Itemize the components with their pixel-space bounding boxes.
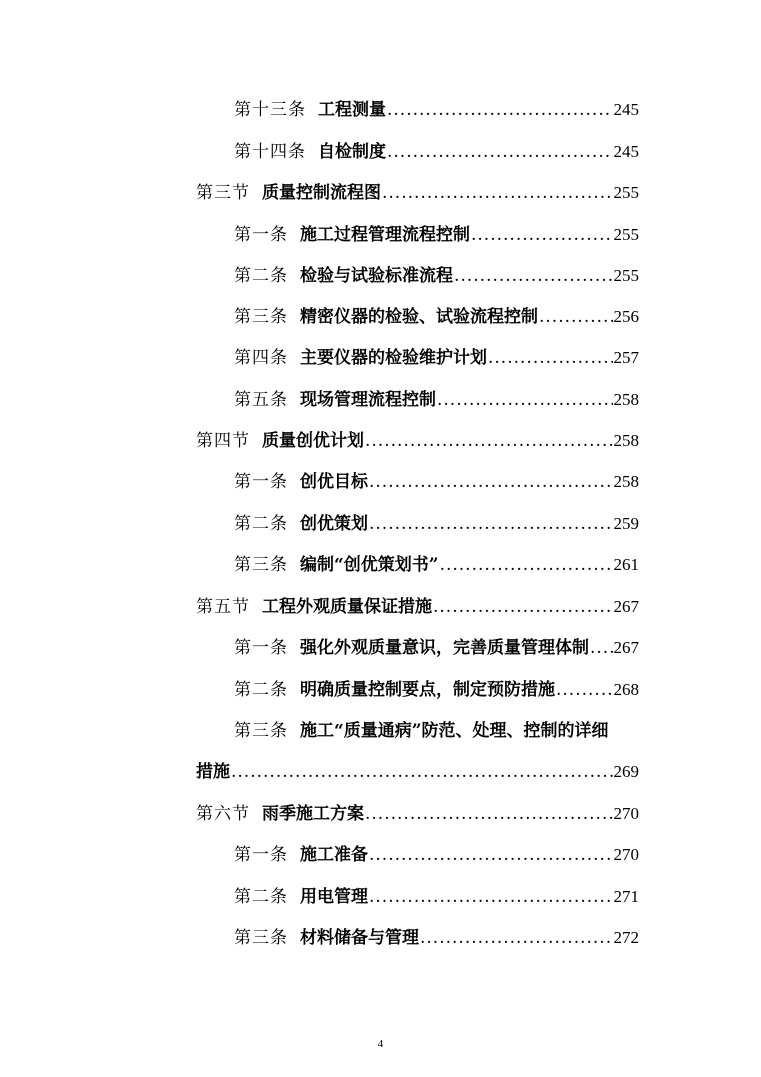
toc-entry-number: 第二条 [234,514,288,534]
dot-leader [382,178,613,208]
toc-entry-title: 工程外观质量保证措施 [262,597,432,617]
toc-entry[interactable] [196,592,639,622]
toc-entry-number: 第一条 [234,638,288,658]
toc-entry[interactable] [196,178,639,208]
toc-entry-title: 现场管理流程控制 [300,390,436,410]
dot-leader [365,426,613,456]
toc-entry-page: 269 [613,762,639,781]
toc-entry-page: 258 [613,431,639,450]
dot-leader [387,95,613,125]
toc-entry-page: 267 [613,638,639,657]
toc-entry[interactable] [234,633,639,663]
toc-entry[interactable] [234,137,639,167]
toc-entry[interactable] [234,509,639,539]
toc-entry[interactable] [234,302,639,332]
toc-entry-number: 第一条 [234,845,288,865]
dot-leader [556,675,613,705]
dot-leader [433,592,613,622]
dot-leader [454,261,613,291]
toc-entry-number: 第二条 [234,266,288,286]
toc-entry[interactable] [234,343,639,373]
toc-entry-number: 第三节 [196,183,250,203]
toc-entry-number: 第一条 [234,472,288,492]
dot-leader [231,757,613,787]
toc-entry-title: 措施 [196,762,230,782]
toc-entry[interactable] [234,220,639,250]
toc-entry[interactable] [234,716,639,746]
dot-leader [420,923,613,953]
dot-leader [488,343,613,373]
toc-entry-title: 工程测量 [318,100,386,120]
toc-entry-title: 创优策划 [300,514,368,534]
toc-entry-page: 270 [613,845,639,864]
toc-entry[interactable] [196,757,639,787]
toc-entry-page: 255 [613,225,639,244]
toc-entry[interactable] [196,426,639,456]
toc-entry[interactable] [234,550,639,580]
toc-entry-title: 材料储备与管理 [300,928,419,948]
toc-entry-page: 256 [613,307,639,326]
toc-entry[interactable] [234,261,639,291]
toc-entry-title: 编制“创优策划书” [300,555,439,575]
toc-entry-number: 第三条 [234,928,288,948]
toc-entry-number: 第一条 [234,225,288,245]
dot-leader [539,302,613,332]
toc-entry-title: 质量创优计划 [262,431,364,451]
toc-entry-title: 创优目标 [300,472,368,492]
toc-entry-title: 检验与试验标准流程 [300,266,453,286]
toc-entry-number: 第三条 [234,721,288,741]
toc-entry-page: 272 [613,928,639,947]
toc-entry[interactable] [234,923,639,953]
page-number: 4 [377,1038,384,1050]
toc-entry[interactable] [234,882,639,912]
toc-entry[interactable] [234,467,639,497]
toc-entry-page: 268 [613,680,639,699]
dot-leader [369,840,613,870]
toc-entry-page: 258 [613,472,639,491]
toc-entry-page: 271 [613,887,639,906]
toc-entry-page: 258 [613,390,639,409]
dot-leader [369,509,613,539]
toc-entry-page: 259 [613,514,639,533]
toc-entry-title: 施工“质量通病”防范、处理、控制的详细 [300,721,609,741]
toc-entry-number: 第四条 [234,348,288,368]
dot-leader [440,550,613,580]
toc-entry-page: 267 [613,597,639,616]
toc-entry-title: 用电管理 [300,887,368,907]
toc-entry-title: 雨季施工方案 [262,804,364,824]
toc-entry-title: 精密仪器的检验、试验流程控制 [300,307,538,327]
toc-entry-title: 强化外观质量意识，完善质量管理体制 [300,638,589,658]
toc-entry-number: 第五条 [234,390,288,410]
dot-leader [471,220,613,250]
toc-entry-number: 第十三条 [234,100,306,120]
dot-leader [369,467,613,497]
toc-entry[interactable] [196,799,639,829]
toc-entry-number: 第三条 [234,555,288,575]
toc-entry-title: 自检制度 [318,142,386,162]
toc-entry-number: 第十四条 [234,142,306,162]
toc-entry-number: 第三条 [234,307,288,327]
toc-entry[interactable] [234,385,639,415]
toc-entry-page: 257 [613,348,639,367]
toc-entry-page: 255 [613,183,639,202]
toc-entry[interactable] [234,675,639,705]
dot-leader [369,882,613,912]
toc-entry-title: 明确质量控制要点，制定预防措施 [300,680,555,700]
dot-leader [365,799,613,829]
toc-entry-title: 主要仪器的检验维护计划 [300,348,487,368]
dot-leader [590,633,613,663]
dot-leader [437,385,613,415]
toc-entry-page: 270 [613,804,639,823]
toc-entry-number: 第二条 [234,680,288,700]
toc-entry[interactable] [234,95,639,125]
toc-entry-page: 261 [613,555,639,574]
dot-leader [387,137,613,167]
toc-entry-number: 第六节 [196,804,250,824]
toc-entry-page: 255 [613,266,639,285]
toc-entry-number: 第二条 [234,887,288,907]
toc-entry-page: 245 [613,100,639,119]
toc-entry-page: 245 [613,142,639,161]
toc-entry-title: 质量控制流程图 [262,183,381,203]
toc-entry-title: 施工过程管理流程控制 [300,225,470,245]
toc-entry[interactable] [234,840,639,870]
toc-entry-title: 施工准备 [300,845,368,865]
toc-entry-number: 第四节 [196,431,250,451]
toc-entry-number: 第五节 [196,597,250,617]
